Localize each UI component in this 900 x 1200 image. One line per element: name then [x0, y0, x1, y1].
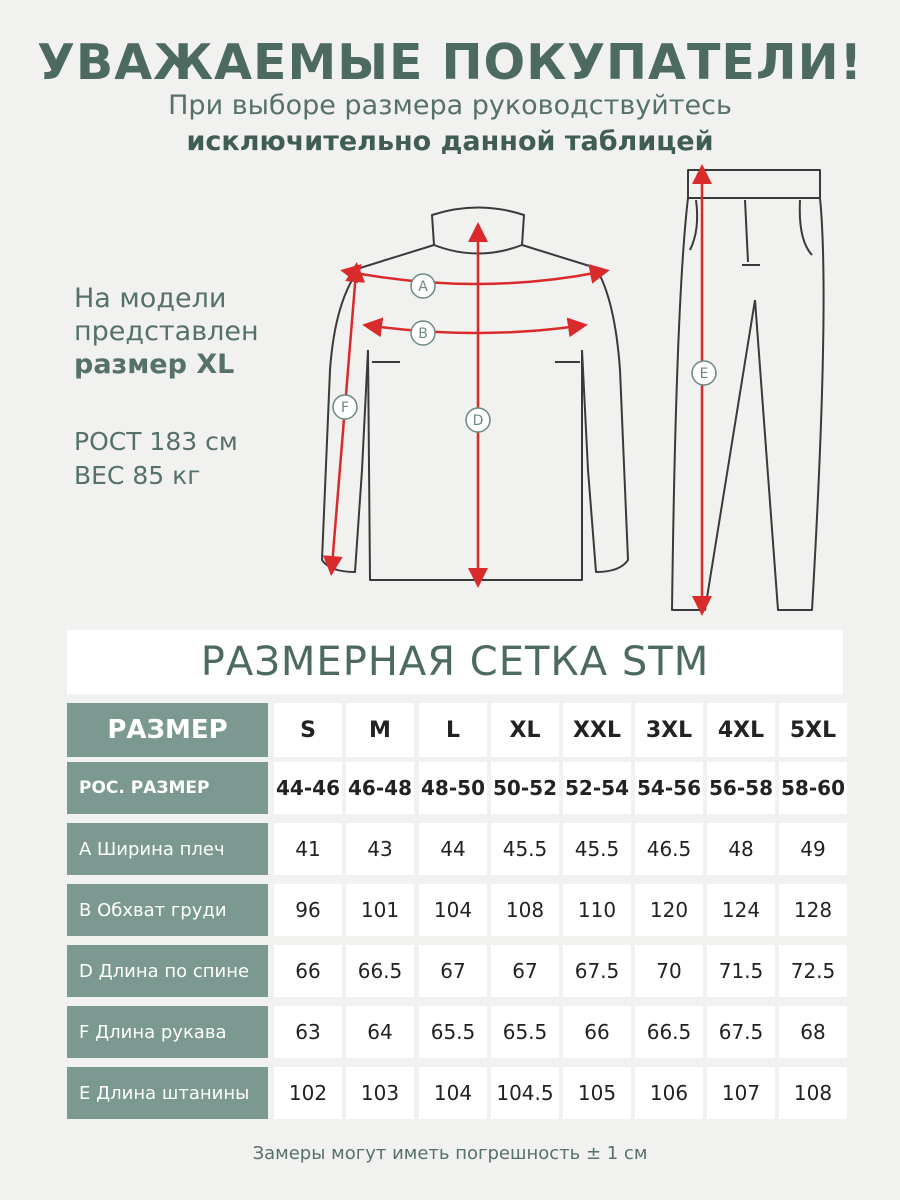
subtitle-line-2: исключительно данной таблицей	[186, 126, 714, 157]
size-header-m: M	[346, 703, 414, 757]
table-cell: 105	[563, 1067, 631, 1119]
table-cell: 54-56	[635, 762, 703, 814]
label-f	[333, 395, 357, 419]
svg-text:B: B	[418, 326, 428, 342]
label-d	[466, 408, 490, 432]
row-label: РОС. РАЗМЕР	[67, 762, 268, 814]
table-cell: 124	[707, 884, 775, 936]
size-header-5xl: 5XL	[779, 703, 847, 757]
size-header-l: L	[419, 703, 487, 757]
table-cell: 70	[635, 945, 703, 997]
table-cell: 108	[779, 1067, 847, 1119]
table-cell: 107	[707, 1067, 775, 1119]
table-cell: 104.5	[491, 1067, 559, 1119]
table-cell: 120	[635, 884, 703, 936]
table-cell: 48-50	[419, 762, 487, 814]
table-cell: 110	[563, 884, 631, 936]
size-header-4xl: 4XL	[707, 703, 775, 757]
pants-outline	[672, 170, 824, 610]
table-cell: 66.5	[635, 1006, 703, 1058]
size-header-xxl: XXL	[563, 703, 631, 757]
table-cell: 104	[419, 884, 487, 936]
size-header-s: S	[274, 703, 342, 757]
row-label: В Обхват груди	[67, 884, 268, 936]
table-cell: 48	[707, 823, 775, 875]
row-label: Е Длина штанины	[67, 1067, 268, 1119]
table-cell: 108	[491, 884, 559, 936]
svg-text:F: F	[340, 400, 350, 416]
model-note-line-2: представлен	[74, 316, 259, 347]
table-cell: 63	[274, 1006, 342, 1058]
svg-text:E: E	[699, 366, 709, 382]
table-cell: 52-54	[563, 762, 631, 814]
jacket-outline	[322, 208, 628, 581]
measurement-arrows	[332, 174, 702, 606]
table-cell: 103	[346, 1067, 414, 1119]
model-height: РОСТ 183 см	[74, 427, 238, 456]
table-cell: 44	[419, 823, 487, 875]
table-cell: 66	[274, 945, 342, 997]
page-title: УВАЖАЕМЫЕ ПОКУПАТЕЛИ!	[37, 34, 863, 91]
table-cell: 65.5	[491, 1006, 559, 1058]
size-header-label: РАЗМЕР	[67, 703, 268, 757]
table-cell: 66	[563, 1006, 631, 1058]
label-b	[411, 321, 435, 345]
table-cell: 67	[419, 945, 487, 997]
label-e	[692, 361, 716, 385]
table-cell: 46.5	[635, 823, 703, 875]
table-cell: 106	[635, 1067, 703, 1119]
table-cell: 71.5	[707, 945, 775, 997]
table-cell: 49	[779, 823, 847, 875]
size-header-3xl: 3XL	[635, 703, 703, 757]
table-cell: 50-52	[491, 762, 559, 814]
table-cell: 128	[779, 884, 847, 936]
table-cell: 96	[274, 884, 342, 936]
model-note-line-1: На модели	[74, 283, 227, 314]
table-cell: 67.5	[707, 1006, 775, 1058]
row-label: D Длина по спине	[67, 945, 268, 997]
table-cell: 44-46	[274, 762, 342, 814]
model-note-line-3: размер XL	[74, 349, 235, 380]
table-cell: 101	[346, 884, 414, 936]
table-cell: 45.5	[491, 823, 559, 875]
table-cell: 72.5	[779, 945, 847, 997]
subtitle-line-1: При выборе размера руководствуйтесь	[168, 90, 732, 121]
size-header-xl: XL	[491, 703, 559, 757]
table-cell: 64	[346, 1006, 414, 1058]
table-cell: 68	[779, 1006, 847, 1058]
garment-diagram	[0, 150, 900, 620]
row-label: А Ширина плеч	[67, 823, 268, 875]
table-cell: 104	[419, 1067, 487, 1119]
row-label: F Длина рукава	[67, 1006, 268, 1058]
table-cell: 45.5	[563, 823, 631, 875]
table-cell: 67	[491, 945, 559, 997]
svg-text:A: A	[418, 279, 428, 295]
table-cell: 102	[274, 1067, 342, 1119]
table-cell: 46-48	[346, 762, 414, 814]
size-chart-title: РАЗМЕРНАЯ СЕТКА STM	[200, 639, 710, 685]
table-cell: 67.5	[563, 945, 631, 997]
table-cell: 65.5	[419, 1006, 487, 1058]
size-chart-title-box	[67, 630, 843, 694]
svg-text:D: D	[472, 413, 484, 429]
table-cell: 58-60	[779, 762, 847, 814]
table-cell: 56-58	[707, 762, 775, 814]
label-a	[411, 274, 435, 298]
table-cell: 41	[274, 823, 342, 875]
model-weight: ВЕС 85 кг	[74, 461, 201, 490]
table-cell: 43	[346, 823, 414, 875]
table-cell: 66.5	[346, 945, 414, 997]
measurement-footnote: Замеры могут иметь погрешность ± 1 см	[252, 1143, 648, 1164]
